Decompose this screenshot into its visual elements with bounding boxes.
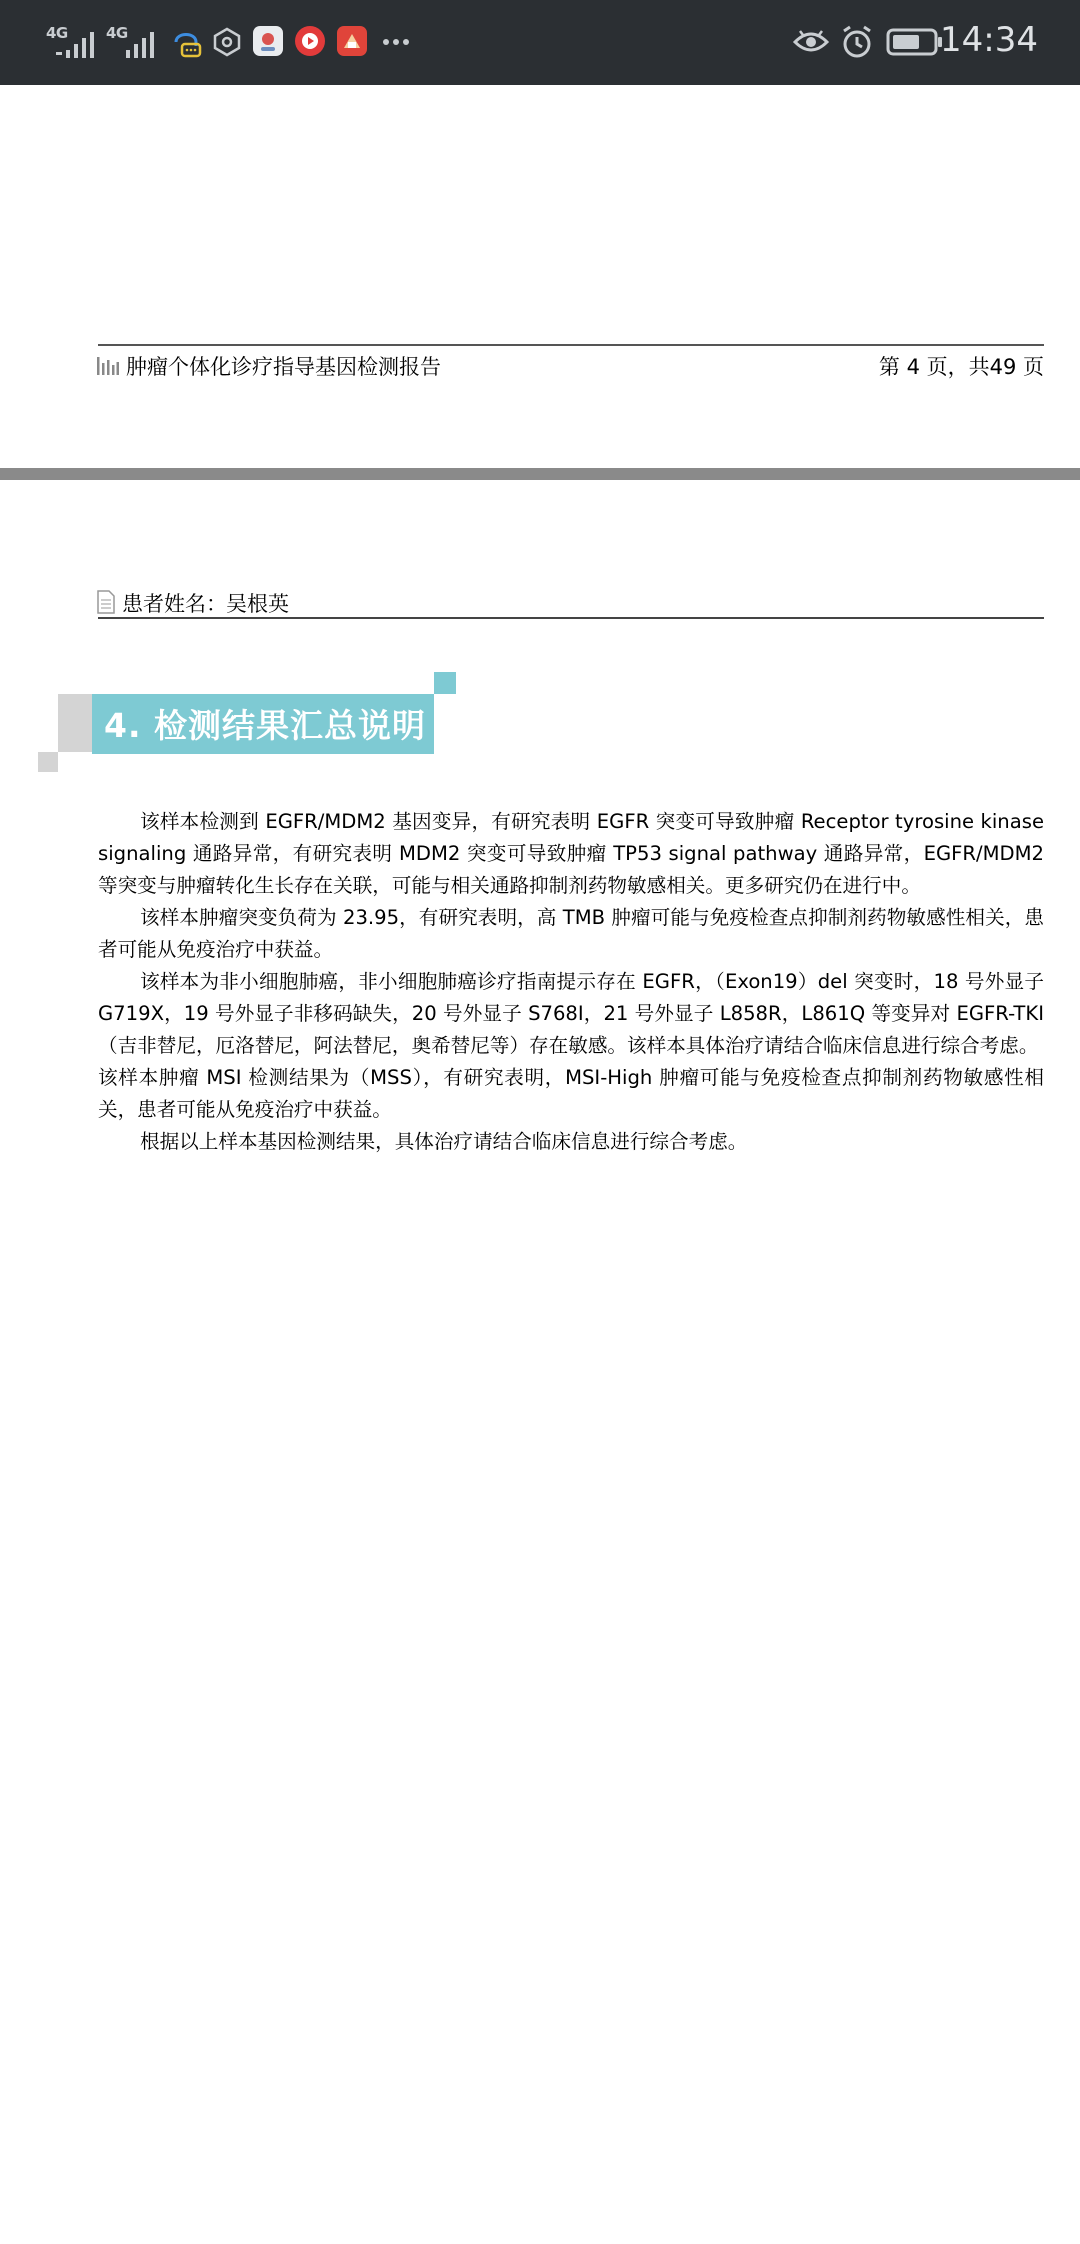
paragraph: 该样本肿瘤突变负荷为 23.95，有研究表明，高 TMB 肿瘤可能与免疫检查点抑制剂药物敏感性相关，患者可能从免疫治疗中获益。 [98,906,1044,961]
chat-bubble-icon [170,24,202,58]
network-type-label: 4G [46,24,68,42]
report-title: 肿瘤个体化诊疗指导基因检测报告 [126,355,441,379]
document-icon [97,590,115,614]
section-title: 4. 检测结果汇总说明 [104,706,426,745]
video-app-icon [295,26,325,56]
battery-icon [886,28,944,56]
paragraph: 根据以上样本基因检测结果，具体治疗请结合临床信息进行综合考虑。 [140,1130,748,1153]
header-rule [98,344,1044,346]
paragraph: 该样本肿瘤 MSI 检测结果为（MSS），有研究表明，MSI-High 肿瘤可能与免疫检查点抑制剂药物敏感性相关，患者可能从免疫治疗中获益。 [98,1066,1044,1121]
page-divider [0,468,1080,480]
paragraph: 该样本检测到 EGFR/MDM2 基因变异，有研究表明 EGFR 突变可导致肿瘤 Receptor tyrosine kinase signaling 通路异常，有研究表明 MDM2 突变可导致肿瘤 TP53 signal pathway 通路异常，EGFR/MDM2 等突变与肿瘤转化生长存在关联，可能与相关通路抑制剂药物敏感相关。更多研究仍在进行中。 [98,810,1044,897]
patient-name-label: 患者姓名： [122,592,227,616]
red-app-icon [337,26,367,56]
alarm-icon [840,24,874,60]
patient-name-value: 吴根英 [226,592,289,616]
news-app-icon [253,26,283,56]
page-indicator: 第 4 页，共49 页 [878,355,1044,379]
paragraph: 该样本为非小细胞肺癌，非小细胞肺癌诊疗指南提示存在 EGFR，（Exon19）del 突变时，18 号外显子 G719X，19 号外显子非移码缺失，20 号外显子 S768I，21 号外显子 L858R，L861Q 等变异对 EGFR-TKI（吉非替尼，厄洛替尼，阿法替尼，奥希替尼等）存在敏感。该样本具体治疗请结合临床信息进行综合考虑。 [98,970,1044,1057]
patient-rule [98,617,1044,619]
status-bar [0,0,1080,85]
decorative-square [58,694,94,752]
decorative-square [434,672,456,694]
network-type-label: 4G [106,24,128,42]
more-dots-icon [382,38,410,46]
clock: 14:34 [940,20,1038,60]
bar-chart-icon [96,355,120,377]
eye-icon [792,27,830,57]
summary-body [98,806,1044,1158]
decorative-square [38,752,58,772]
hexagon-icon [212,27,242,57]
